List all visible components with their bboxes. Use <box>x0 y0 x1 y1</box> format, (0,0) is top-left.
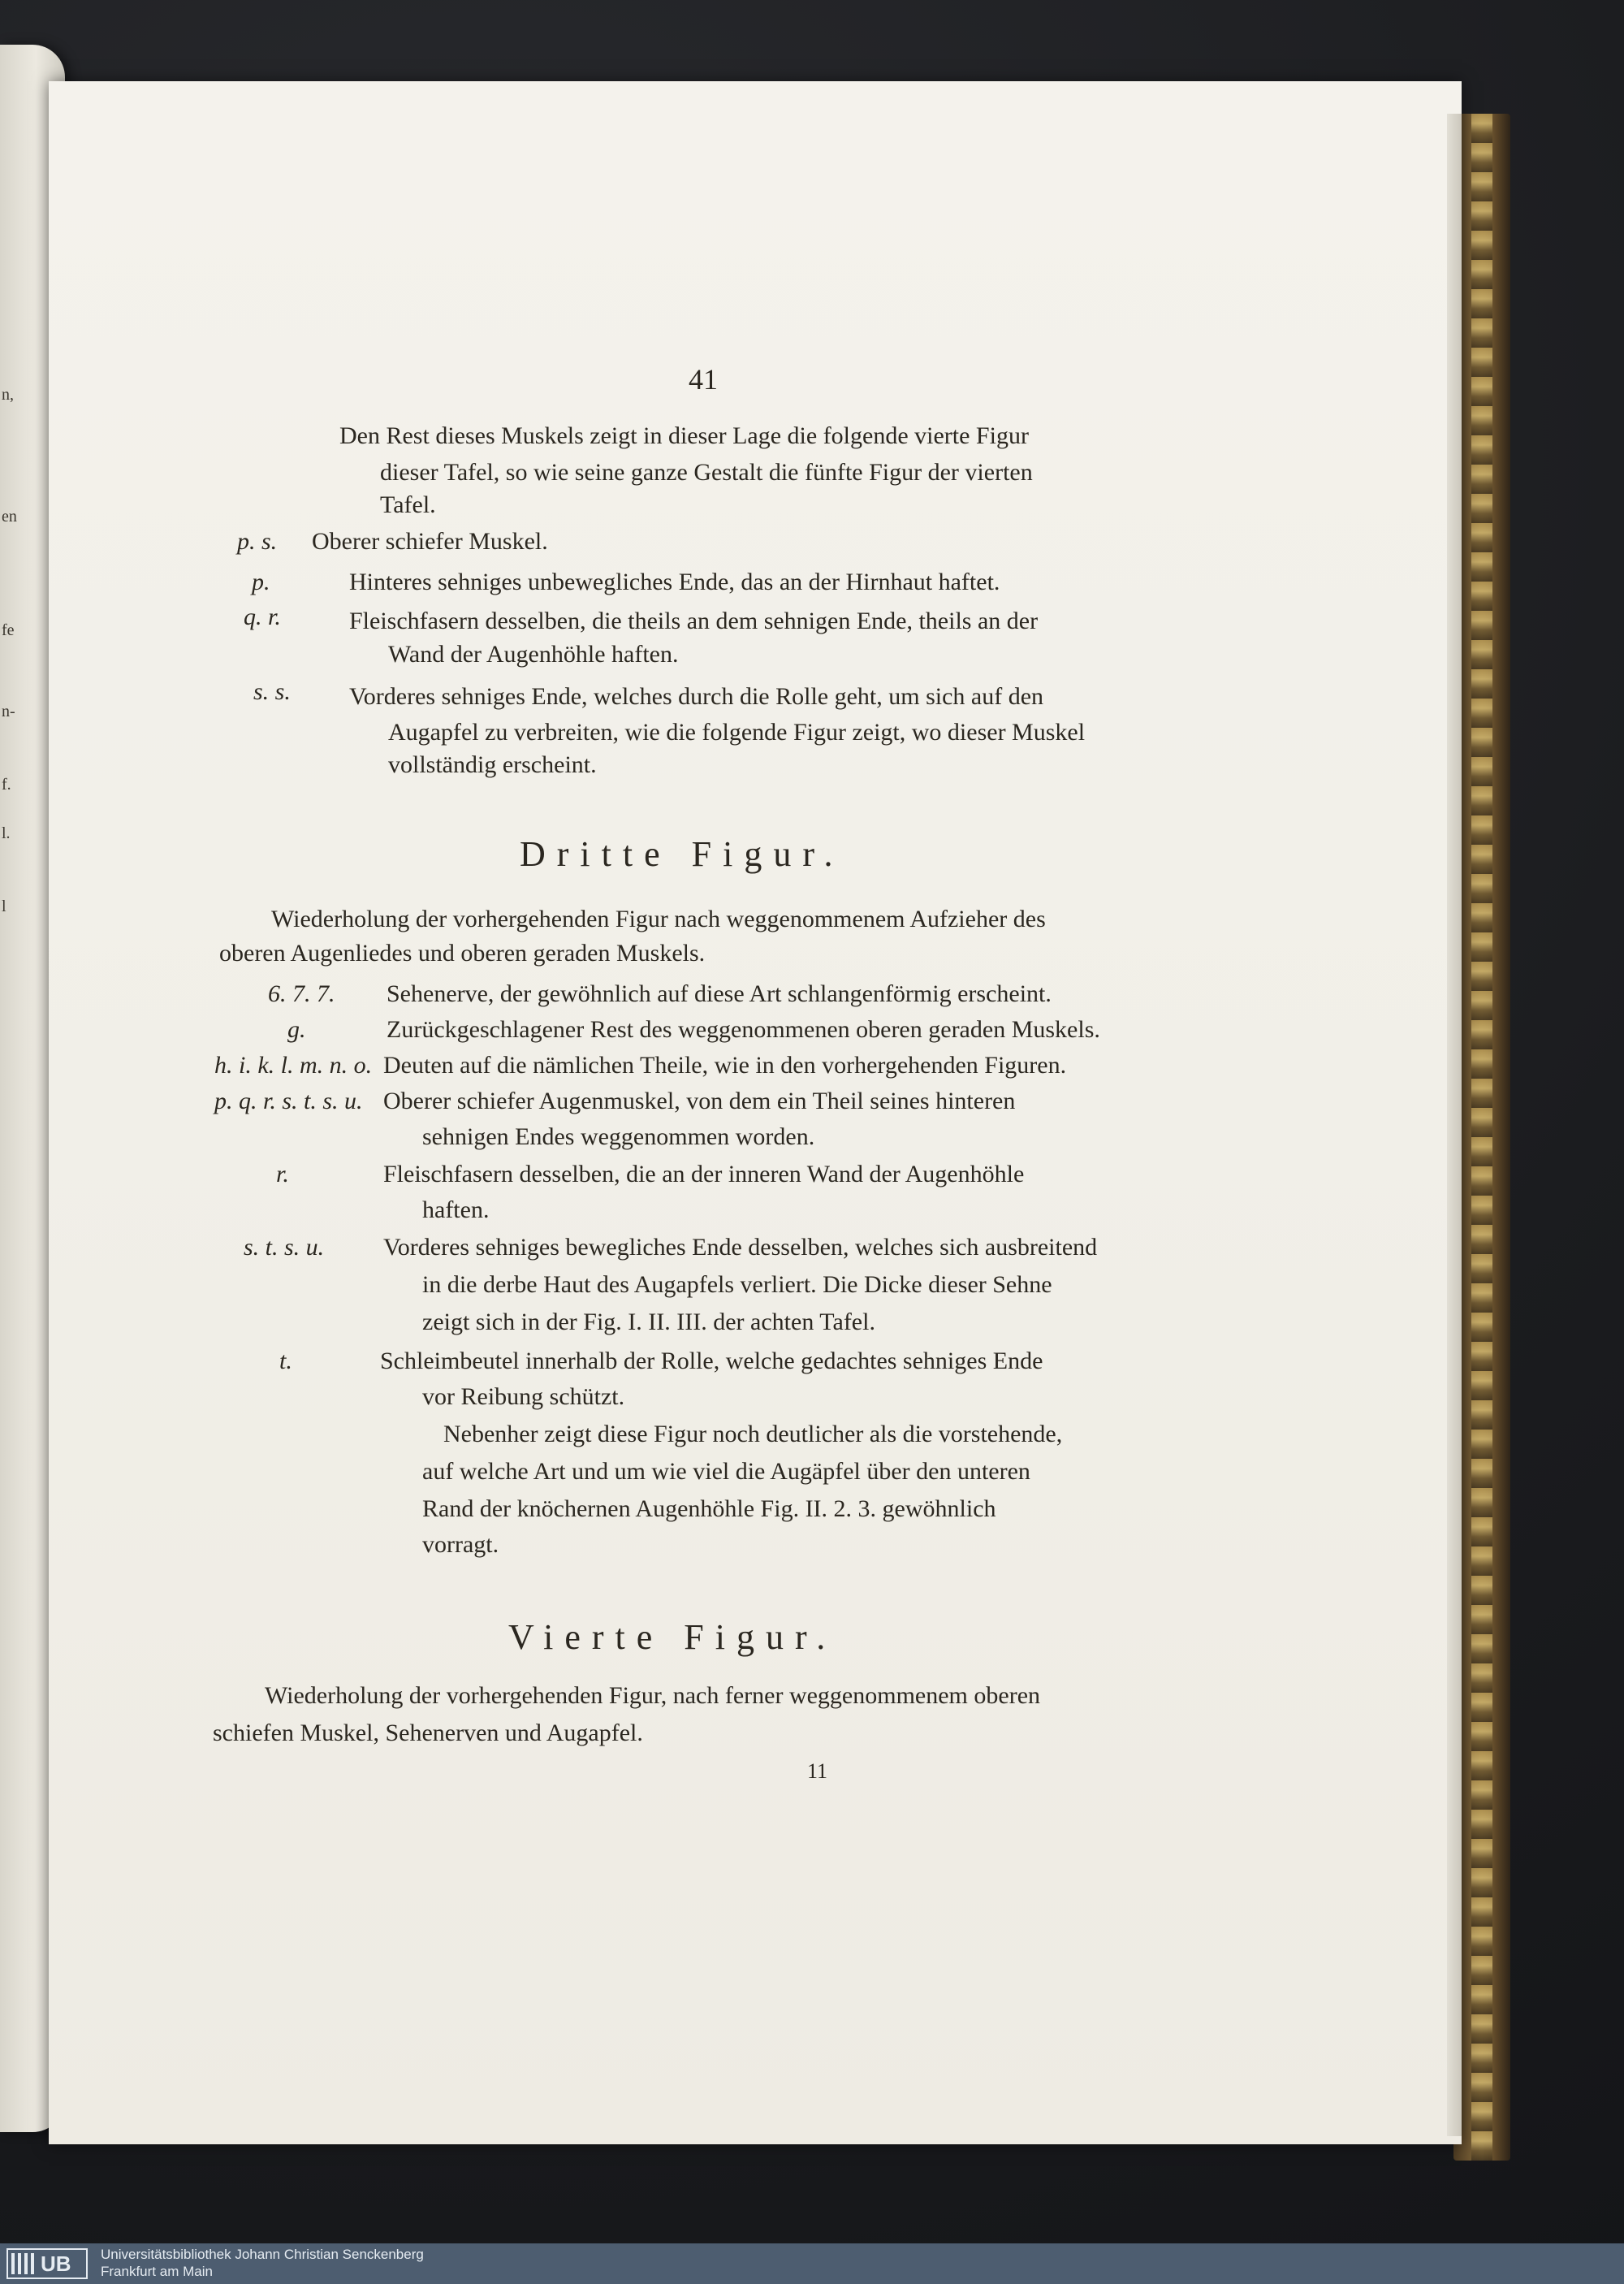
entry-text: Augapfel zu verbreiten, wie die folgende Figur zeigt, wo dieser Muskel <box>388 719 1086 746</box>
entry-text: sehnigen Endes weggenommen worden. <box>422 1123 815 1150</box>
section-heading-vierte: Vierte Figur. <box>508 1617 837 1657</box>
entry-text: Sehenerve, der gewöhnlich auf diese Art schlangenförmig erscheint. <box>387 980 1052 1007</box>
entry-text: vor Reibung schützt. <box>422 1383 625 1410</box>
library-logo <box>6 2248 88 2279</box>
left-page-fragment: fe <box>2 621 15 639</box>
left-page-fragment: l <box>2 898 6 915</box>
entry-label: r. <box>276 1161 289 1187</box>
entry-label: g. <box>287 1016 306 1043</box>
entry-text: Schleimbeutel innerhalb der Rolle, welche gedachtes sehniges Ende <box>380 1347 1043 1374</box>
logo-text: UB <box>41 2252 71 2276</box>
entry-label: p. q. r. s. t. s. u. <box>214 1088 363 1114</box>
signature-mark: 11 <box>807 1759 828 1783</box>
entry-text: Vorderes sehniges Ende, welches durch die Rolle geht, um sich auf den <box>349 683 1044 710</box>
entry-text: Fleischfasern desselben, die an der inneren Wand der Augenhöhle <box>383 1161 1025 1187</box>
entry-text: Vorderes sehniges bewegliches Ende desselben, welches sich ausbreitend <box>383 1234 1098 1261</box>
left-page-fragment: l. <box>2 824 11 842</box>
entry-label: h. i. k. l. m. n. o. <box>214 1052 373 1079</box>
entry-text: Oberer schiefer Augenmuskel, von dem ein Theil seines hinteren <box>383 1088 1016 1114</box>
text-line: Den Rest dieses Muskels zeigt in dieser Lage die folgende vierte Figur <box>339 422 1029 449</box>
logo-bars-icon <box>11 2253 36 2274</box>
entry-text: zeigt sich in der Fig. I. II. III. der achten Tafel. <box>422 1309 875 1335</box>
entry-label: p. s. <box>237 528 278 555</box>
text-line: dieser Tafel, so wie seine ganze Gestalt die fünfte Figur der vierten <box>380 459 1033 486</box>
text-line: Tafel. <box>380 491 436 518</box>
page-edge <box>1447 114 1462 2136</box>
book-spine <box>1453 114 1510 2161</box>
entry-label: s. s. <box>253 678 291 705</box>
note-line: auf welche Art und um wie viel die Augäpfel über den unteren <box>422 1458 1030 1485</box>
entry-label: p. <box>252 569 270 595</box>
entry-text: vollständig erscheint. <box>388 751 597 778</box>
text-line: oberen Augenliedes und oberen geraden Muskels. <box>219 940 706 967</box>
entry-text: Wand der Augenhöhle haften. <box>388 641 679 668</box>
library-city: Frankfurt am Main <box>101 2264 213 2279</box>
left-page-fragment: en <box>2 508 17 526</box>
note-line: Nebenher zeigt diese Figur noch deutlicher als die vorstehende, <box>443 1421 1063 1447</box>
library-name: Universitätsbibliothek Johann Christian Senckenberg <box>101 2247 424 2262</box>
entry-label: 6. 7. 7. <box>268 980 335 1007</box>
entry-text: haften. <box>422 1196 490 1223</box>
gilt-ornament <box>1471 114 1492 2161</box>
entry-text: Hinteres sehniges unbewegliches Ende, das an der Hirnhaut haftet. <box>349 569 1000 595</box>
page-number: 41 <box>689 363 718 396</box>
entry-text: in die derbe Haut des Augapfels verliert. Die Dicke dieser Sehne <box>422 1271 1052 1298</box>
note-line: Rand der knöchernen Augenhöhle Fig. II. 2. 3. gewöhnlich <box>422 1495 996 1522</box>
left-page-fragment: f. <box>2 776 11 794</box>
library-footer <box>0 2243 1624 2284</box>
entry-label: q. r. <box>244 603 281 630</box>
entry-label: t. <box>279 1347 292 1374</box>
entry-label: s. t. s. u. <box>244 1234 325 1261</box>
entry-text: Fleischfasern desselben, die theils an dem sehnigen Ende, theils an der <box>349 608 1039 634</box>
section-heading-dritte: Dritte Figur. <box>520 834 844 874</box>
left-page-fragment: n, <box>2 386 14 404</box>
entry-text: Oberer schiefer Muskel. <box>312 528 548 555</box>
left-page-fragment: n- <box>2 703 15 720</box>
text-line: Wiederholung der vorhergehenden Figur, nach ferner weggenommenem oberen <box>265 1682 1041 1709</box>
entry-text: Zurückgeschlagener Rest des weggenommenen oberen geraden Muskels. <box>387 1016 1100 1043</box>
note-line: vorragt. <box>422 1531 499 1558</box>
text-line: Wiederholung der vorhergehenden Figur nach weggenommenem Aufzieher des <box>271 906 1046 932</box>
entry-text: Deuten auf die nämlichen Theile, wie in den vorhergehenden Figuren. <box>383 1052 1067 1079</box>
text-line: schiefen Muskel, Sehenerven und Augapfel. <box>213 1719 643 1746</box>
